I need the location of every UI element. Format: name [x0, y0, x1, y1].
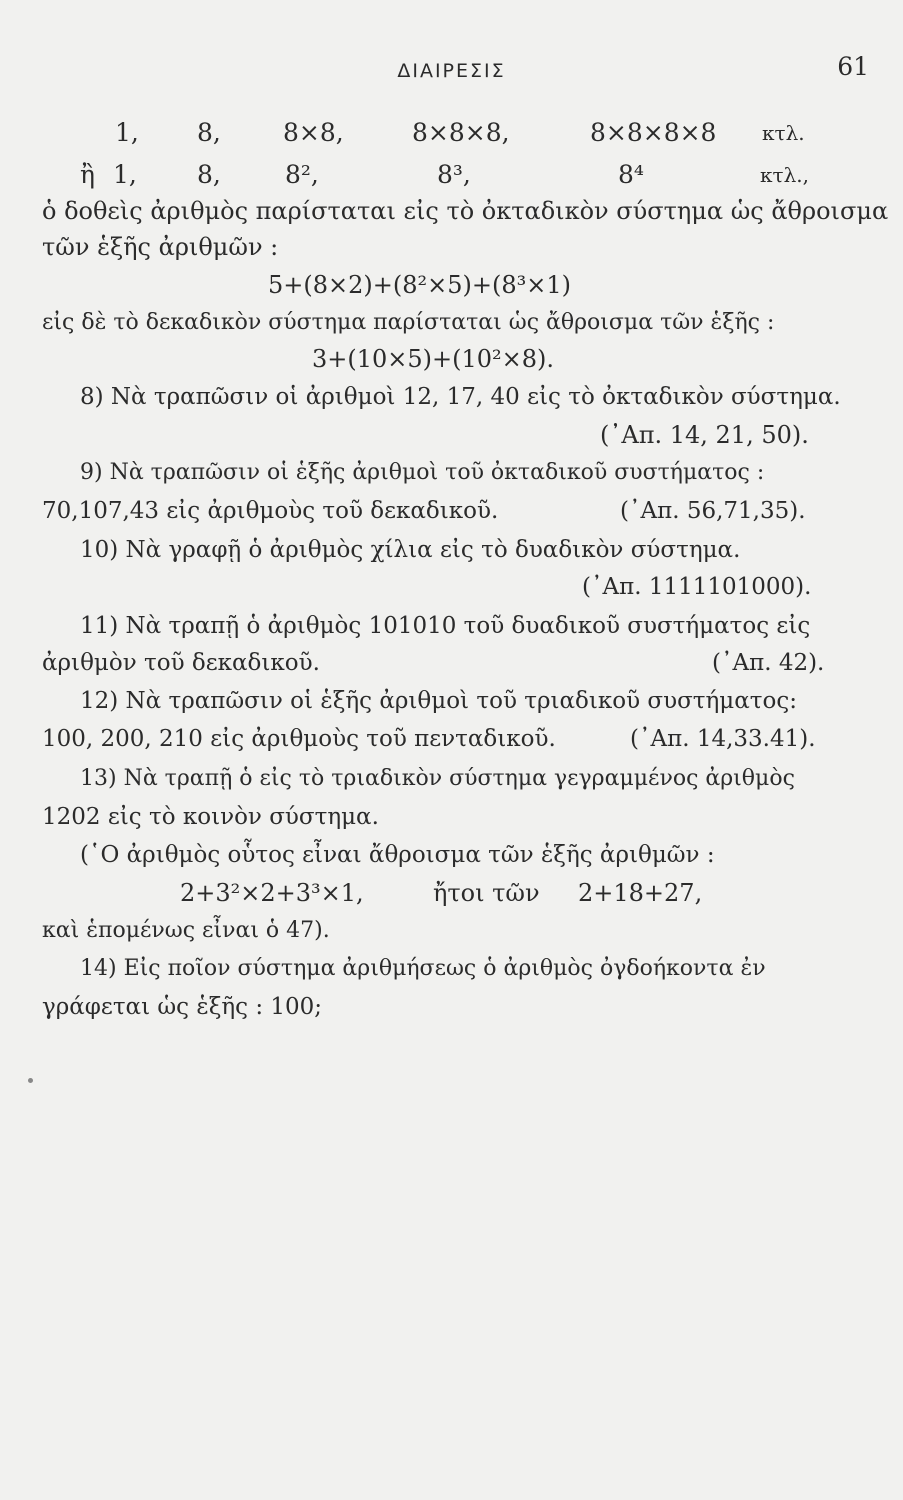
sequence-row-2	[0, 160, 903, 190]
answer-8: (᾿Απ. 14, 21, 50).	[600, 421, 809, 449]
exercise-13: 13) Νὰ τραπῇ ὁ εἰς τὸ τριαδικὸν σύστημα γεγραμμένος ἀριθμὸς	[80, 766, 795, 791]
seq-item: 8,	[197, 160, 221, 189]
formula-line: 3+(10×5)+(10²×8).	[312, 345, 555, 373]
exercise-10: 10) Νὰ γραφῇ ὁ ἀριθμὸς χίλια εἰς τὸ δυαδικὸν σύστημα.	[80, 537, 741, 563]
seq-item: 8,	[197, 118, 221, 147]
formula-line: 2+3²×2+3³×1,	[180, 879, 364, 907]
seq-item: 1,	[113, 160, 137, 189]
seq-item: 8²,	[285, 160, 319, 189]
exercise-8: 8) Νὰ τραπῶσιν οἱ ἀριθμοὶ 12, 17, 40 εἰς τὸ ὀκταδικὸν σύστημα.	[80, 384, 841, 410]
text-line: εἰς δὲ τὸ δεκαδικὸν σύστημα παρίσταται ὡς ἄθροισμα τῶν ἑξῆς :	[42, 310, 775, 335]
exercise-9: 9) Νὰ τραπῶσιν οἱ ἑξῆς ἀριθμοὶ τοῦ ὀκταδικοῦ συστήματος :	[80, 460, 765, 485]
answer-10: (᾿Απ. 1111101000).	[582, 574, 812, 600]
page-number: 61	[837, 52, 869, 81]
seq-item: 8×8×8×8	[590, 118, 717, 147]
formula-line: 2+18+27,	[578, 879, 703, 907]
seq-item: 8×8,	[283, 118, 344, 147]
exercise-14: 14) Εἰς ποῖον σύστημα ἀριθμήσεως ὁ ἀριθμὸς ὀγδοήκοντα ἐν	[80, 956, 766, 981]
answer-12: (᾿Απ. 14,33.41).	[630, 726, 816, 752]
seq-item: κτλ.,	[760, 163, 809, 187]
text-line: 70,107,43 εἰς ἀριθμοὺς τοῦ δεκαδικοῦ.	[42, 498, 499, 524]
sequence-row-1	[0, 118, 903, 148]
text-line: ὁ δοθεὶς ἀριθμὸς παρίσταται εἰς τὸ ὀκταδικὸν σύστημα ὡς ἄθροισμα	[42, 197, 889, 225]
seq-item: ἢ	[80, 160, 95, 189]
text-line: 1202 εἰς τὸ κοινὸν σύστημα.	[42, 804, 379, 830]
seq-item: 8×8×8,	[412, 118, 510, 147]
exercise-12: 12) Νὰ τραπῶσιν οἱ ἑξῆς ἀριθμοὶ τοῦ τριαδικοῦ συστήματος:	[80, 688, 797, 714]
formula-line: 5+(8×2)+(8²×5)+(8³×1)	[268, 271, 571, 299]
answer-11: (᾿Απ. 42).	[712, 650, 825, 676]
answer-9: (᾿Απ. 56,71,35).	[620, 498, 806, 524]
seq-item: κτλ.	[762, 121, 805, 145]
text-line: καὶ ἑπομένως εἶναι ὁ 47).	[42, 918, 330, 943]
text-line: ἤτοι τῶν	[433, 879, 540, 907]
seq-item: 1,	[115, 118, 139, 147]
text-line: (῾Ο ἀριθμὸς οὗτος εἶναι ἄθροισμα τῶν ἑξῆς ἀριθμῶν :	[80, 842, 715, 868]
seq-item: 8³,	[437, 160, 471, 189]
print-speck	[28, 1078, 33, 1083]
text-line: 100, 200, 210 εἰς ἀριθμοὺς τοῦ πενταδικοῦ.	[42, 726, 556, 752]
text-line: γράφεται ὡς ἑξῆς : 100;	[42, 994, 323, 1020]
seq-item: 8⁴	[618, 160, 644, 189]
text-line: ἀριθμὸν τοῦ δεκαδικοῦ.	[42, 650, 320, 676]
exercise-11: 11) Νὰ τραπῇ ὁ ἀριθμὸς 101010 τοῦ δυαδικοῦ συστήματος εἰς	[80, 613, 811, 639]
text-line: τῶν ἑξῆς ἀριθμῶν :	[42, 233, 279, 261]
running-header: ΔΙΑΙΡΕΣΙΣ	[397, 60, 506, 82]
